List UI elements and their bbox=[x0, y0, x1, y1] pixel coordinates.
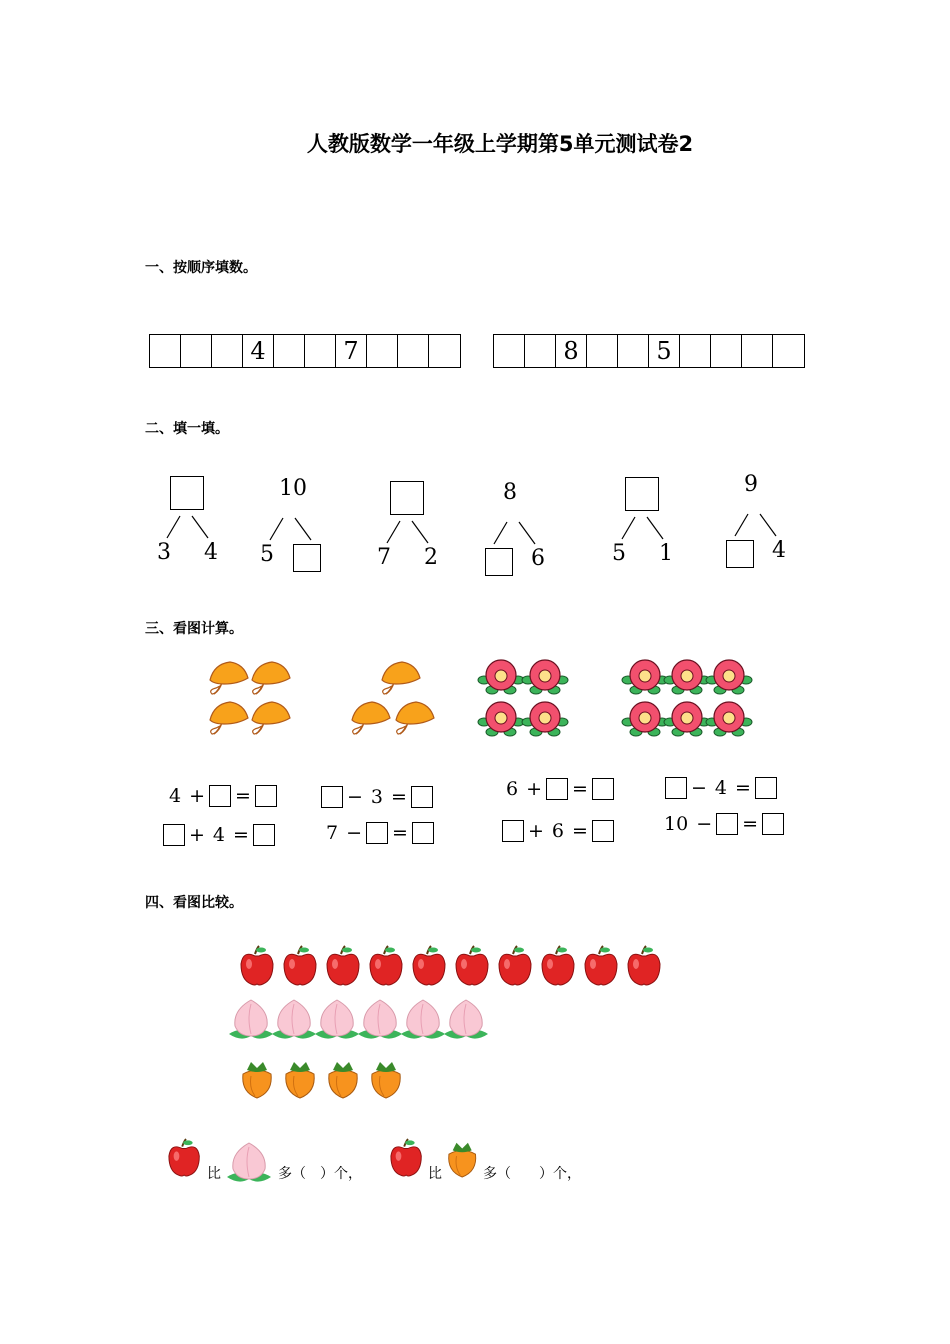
apple-icon bbox=[391, 1139, 421, 1176]
answer-box[interactable] bbox=[716, 813, 738, 835]
mushroom-icon bbox=[396, 702, 434, 734]
number-bond-5 bbox=[612, 477, 675, 577]
mushroom-icon bbox=[210, 702, 248, 734]
eq-operator: + bbox=[189, 784, 206, 807]
compare-blank-1: 多（ ）个， bbox=[278, 1166, 362, 1182]
section-2-heading: 二、填一填。 bbox=[145, 421, 229, 437]
sequence-number: 4 bbox=[243, 335, 274, 367]
flower-icon bbox=[478, 702, 524, 736]
persimmon-icon bbox=[449, 1143, 476, 1177]
compare-bi-1: 比 bbox=[207, 1166, 221, 1182]
sequence-left bbox=[149, 334, 461, 368]
answer-box[interactable] bbox=[321, 786, 343, 808]
eq-number: 6 bbox=[506, 777, 519, 800]
mushroom-icon bbox=[252, 702, 290, 734]
peach-icon bbox=[444, 1000, 488, 1039]
equation-2 bbox=[321, 786, 433, 808]
flower-icon bbox=[522, 702, 568, 736]
sequence-blank[interactable] bbox=[525, 335, 556, 367]
peach-icon bbox=[358, 1000, 402, 1039]
bond-lines bbox=[615, 477, 675, 577]
number-bond-1 bbox=[157, 476, 220, 576]
apple-icon bbox=[284, 946, 316, 985]
equation-1 bbox=[165, 785, 277, 807]
answer-box[interactable] bbox=[209, 785, 231, 807]
eq-number: 7 bbox=[326, 821, 339, 844]
sequence-number: 7 bbox=[336, 335, 367, 367]
eq-operator: − bbox=[347, 785, 363, 808]
mushroom-icon bbox=[352, 702, 390, 734]
eq-sign: = bbox=[572, 777, 588, 800]
sequence-blank[interactable] bbox=[150, 335, 181, 367]
answer-box[interactable] bbox=[411, 786, 433, 808]
section-3-heading: 三、看图计算。 bbox=[145, 621, 243, 637]
bond-lines bbox=[487, 482, 547, 582]
eq-number: 6 bbox=[551, 819, 565, 842]
peach-icon bbox=[315, 1000, 359, 1039]
sequence-blank[interactable] bbox=[181, 335, 212, 367]
sequence-blank[interactable] bbox=[587, 335, 618, 367]
answer-box[interactable] bbox=[762, 813, 784, 835]
flower-icon bbox=[706, 660, 752, 694]
mushroom-icon bbox=[382, 662, 420, 694]
eq-operator: − bbox=[346, 821, 363, 844]
picture-group bbox=[200, 655, 770, 745]
apple-icon bbox=[370, 946, 402, 985]
sequence-blank[interactable] bbox=[773, 335, 804, 367]
flower-icon bbox=[622, 660, 668, 694]
eq-operator: + bbox=[528, 819, 544, 842]
flower-icon bbox=[622, 702, 668, 736]
answer-box[interactable] bbox=[502, 820, 524, 842]
persimmon-icon bbox=[329, 1062, 357, 1098]
answer-box[interactable] bbox=[412, 822, 434, 844]
bond-number: 5 bbox=[260, 542, 274, 567]
apple-icon bbox=[169, 1139, 199, 1176]
sequence-blank[interactable] bbox=[212, 335, 243, 367]
page-title: 人教版数学一年级上学期第5单元测试卷2 bbox=[306, 132, 694, 156]
sequence-blank[interactable] bbox=[305, 335, 336, 367]
apple-icon bbox=[628, 946, 660, 985]
flower-icon bbox=[478, 660, 524, 694]
bond-number: 4 bbox=[204, 540, 218, 565]
answer-box[interactable] bbox=[755, 777, 777, 799]
equation-6 bbox=[322, 822, 434, 844]
eq-number: 10 bbox=[664, 812, 689, 835]
eq-operator: − bbox=[696, 812, 713, 835]
answer-box[interactable] bbox=[366, 822, 388, 844]
apple-icon bbox=[499, 946, 531, 985]
compare-bi-2: 比 bbox=[428, 1166, 442, 1182]
eq-number: 4 bbox=[714, 776, 728, 799]
flower-icon bbox=[522, 660, 568, 694]
fruit-rows bbox=[225, 940, 675, 1105]
bond-number: 7 bbox=[377, 545, 391, 570]
peach-icon bbox=[227, 1143, 271, 1182]
eq-sign: = bbox=[572, 819, 588, 842]
section-1-heading: 一、按顺序填数。 bbox=[145, 260, 257, 276]
peach-icon bbox=[401, 1000, 445, 1039]
eq-number: 3 bbox=[370, 785, 384, 808]
sequence-blank[interactable] bbox=[742, 335, 773, 367]
bond-lines bbox=[263, 478, 323, 578]
answer-box[interactable] bbox=[255, 785, 277, 807]
answer-box[interactable] bbox=[253, 824, 275, 846]
apple-icon bbox=[241, 946, 273, 985]
eq-number: 4 bbox=[212, 823, 226, 846]
sequence-number: 8 bbox=[556, 335, 587, 367]
bond-number: 8 bbox=[503, 480, 517, 505]
persimmon-icon bbox=[372, 1062, 400, 1098]
answer-box[interactable] bbox=[163, 824, 185, 846]
number-bond-2 bbox=[260, 476, 323, 578]
eq-sign: = bbox=[735, 776, 751, 799]
persimmon-icon bbox=[286, 1062, 314, 1098]
answer-box[interactable] bbox=[546, 778, 568, 800]
bond-number: 6 bbox=[531, 546, 545, 571]
apple-icon bbox=[456, 946, 488, 985]
answer-box[interactable] bbox=[592, 778, 614, 800]
sequence-right bbox=[493, 334, 805, 368]
equation-8 bbox=[660, 813, 784, 835]
bond-number: 4 bbox=[772, 538, 786, 563]
eq-operator: + bbox=[526, 777, 543, 800]
equation-3 bbox=[502, 778, 614, 800]
number-bond-4 bbox=[487, 482, 547, 582]
persimmon-icon bbox=[243, 1062, 271, 1098]
apple-icon bbox=[585, 946, 617, 985]
answer-box[interactable] bbox=[665, 777, 687, 799]
section-4-heading: 四、看图比较。 bbox=[145, 895, 243, 911]
eq-sign: = bbox=[742, 812, 759, 835]
equation-4 bbox=[665, 777, 777, 799]
bond-number: 1 bbox=[659, 541, 673, 566]
sequence-blank[interactable] bbox=[618, 335, 649, 367]
eq-operator: − bbox=[691, 776, 707, 799]
equation-7 bbox=[502, 820, 614, 842]
peach-icon bbox=[272, 1000, 316, 1039]
bond-number: 10 bbox=[279, 476, 307, 501]
eq-sign: = bbox=[235, 784, 251, 807]
sequence-blank[interactable] bbox=[680, 335, 711, 367]
eq-operator: + bbox=[189, 823, 205, 846]
sequence-blank[interactable] bbox=[494, 335, 525, 367]
sequence-number: 5 bbox=[649, 335, 680, 367]
apple-icon bbox=[542, 946, 574, 985]
compare-blank-2: 多（ ）个， bbox=[483, 1166, 581, 1182]
bond-number: 9 bbox=[744, 472, 758, 497]
sequence-blank[interactable] bbox=[429, 335, 460, 367]
flower-icon bbox=[664, 702, 710, 736]
sequence-blank[interactable] bbox=[711, 335, 742, 367]
peach-icon bbox=[229, 1000, 273, 1039]
mushroom-icon bbox=[252, 662, 290, 694]
sequence-blank[interactable] bbox=[367, 335, 398, 367]
bond-lines bbox=[160, 476, 220, 576]
sequence-blank[interactable] bbox=[398, 335, 429, 367]
eq-number: 4 bbox=[169, 784, 182, 807]
apple-icon bbox=[327, 946, 359, 985]
bond-number: 2 bbox=[424, 545, 438, 570]
number-bond-6 bbox=[728, 474, 788, 574]
flower-icon bbox=[706, 702, 752, 736]
flower-icon bbox=[664, 660, 710, 694]
eq-sign: = bbox=[392, 821, 408, 844]
eq-sign: = bbox=[233, 823, 249, 846]
answer-box[interactable] bbox=[592, 820, 614, 842]
bond-number: 5 bbox=[612, 541, 626, 566]
bond-number: 3 bbox=[157, 540, 171, 565]
sequence-blank[interactable] bbox=[274, 335, 305, 367]
bond-lines bbox=[380, 481, 440, 581]
eq-sign: = bbox=[391, 785, 407, 808]
number-bond-3 bbox=[377, 481, 440, 581]
equation-5 bbox=[163, 824, 275, 846]
apple-icon bbox=[413, 946, 445, 985]
mushroom-icon bbox=[210, 662, 248, 694]
bond-lines bbox=[728, 474, 788, 574]
